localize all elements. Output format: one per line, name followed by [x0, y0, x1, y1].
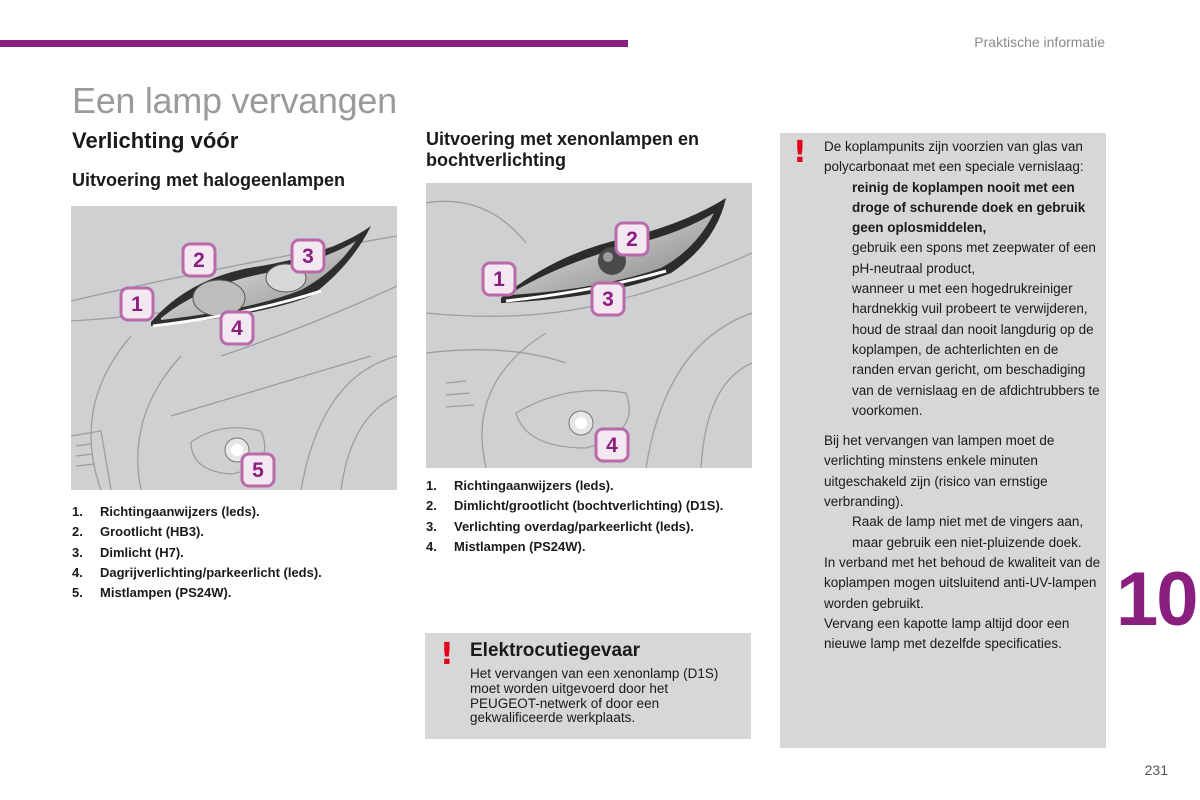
list-item: 1. Richtingaanwijzers (leds). [426, 478, 614, 493]
xenon-callouts [426, 183, 752, 468]
halogen-heading: Uitvoering met halogeenlampen [72, 170, 346, 190]
page-number: 231 [1144, 762, 1168, 778]
svg-text:4: 4 [231, 317, 243, 340]
svg-text:5: 5 [252, 459, 264, 482]
front-lighting-heading: Verlichting vóór [72, 128, 239, 153]
chapter-number: 10 [1116, 557, 1197, 642]
warning-text: Het vervangen van een xenonlamp (D1S) moet worden uitgevoerd door het PEUGEOT-netwerk of door een gekwalificeerde werkplaats. [470, 666, 719, 726]
svg-text:2: 2 [626, 228, 638, 251]
svg-text:3: 3 [302, 245, 314, 268]
electrocution-warning-box [425, 633, 751, 739]
callout-4 [221, 312, 253, 344]
warning-icon: ! [793, 135, 807, 170]
callout-2 [616, 223, 648, 255]
xenon-bulb-list [426, 476, 752, 557]
list-item: 4. Dagrijverlichting/parkeerlicht (leds). [72, 564, 322, 580]
section-label: Praktische informatie [974, 34, 1105, 50]
callout-3 [592, 283, 624, 315]
list-item: 2. Dimlicht/grootlicht (bochtverlichting) (D1S). [426, 498, 724, 514]
callout-1 [483, 263, 515, 295]
care-paragraph: Bij het vervangen van lampen moet de verlichting minstens enkele minuten uitgeschakeld zijn (risico van ernstige verbranding). [824, 433, 1055, 510]
header-accent-bar [0, 40, 628, 47]
halogen-callouts [71, 206, 397, 490]
list-item: reinig de koplampen nooit met een droge of schurende doek en gebruik geen oplosmiddelen, [852, 179, 1086, 236]
headlamp-care-box [780, 133, 1106, 748]
list-item: Raak de lamp niet met de vingers aan, maar gebruik een niet-pluizende doek. [852, 514, 1084, 550]
svg-text:1: 1 [493, 268, 505, 291]
list-item: wanneer u met een hogedrukreiniger hardnekkig vuil probeert te verwijderen, houd de straal dan nooit langdurig op de koplampen, de achterlichten en de randen ervan gericht, om beschadiging van de vernislaag en de afdichtrubbers te voorkomen. [852, 281, 1100, 418]
svg-text:1: 1 [131, 293, 143, 316]
callout-2 [183, 244, 215, 276]
list-item: 2. Grootlicht (HB3). [72, 524, 204, 540]
list-item: 3. Dimlicht (H7). [72, 544, 184, 560]
list-item: gebruik een spons met zeepwater of een pH-neutraal product, [852, 240, 1096, 276]
care-paragraph: In verband met het behoud de kwaliteit van de koplampen mogen uitsluitend anti-UV-lampen worden gebruikt. [824, 554, 1101, 611]
list-item: 1. Richtingaanwijzers (leds). [72, 504, 260, 519]
callout-3 [292, 240, 324, 272]
callout-4 [596, 429, 628, 461]
care-intro: De koplampunits zijn voorzien van glas van polycarbonaat met een speciale vernislaag: [824, 139, 1084, 175]
list-item: 3. Verlichting overdag/parkeerlicht (leds). [426, 518, 694, 534]
callout-1 [121, 288, 153, 320]
care-paragraph: Vervang een kapotte lamp altijd door een nieuwe lamp met dezelfde specificaties. [824, 615, 1070, 652]
care-text [824, 137, 1104, 654]
list-item: 5. Mistlampen (PS24W). [72, 585, 232, 601]
warning-title: Elektrocutiegevaar [470, 640, 641, 661]
list-item: 4. Mistlampen (PS24W). [426, 538, 586, 554]
svg-text:2: 2 [193, 249, 205, 272]
xenon-heading: Uitvoering met xenonlampen en bochtverlichting [426, 129, 700, 170]
warning-icon: ! [440, 637, 454, 672]
svg-text:3: 3 [602, 288, 614, 311]
halogen-bulb-list [72, 502, 332, 603]
callout-5 [242, 454, 274, 486]
svg-text:4: 4 [606, 434, 618, 457]
page-title: Een lamp vervangen [72, 80, 397, 121]
